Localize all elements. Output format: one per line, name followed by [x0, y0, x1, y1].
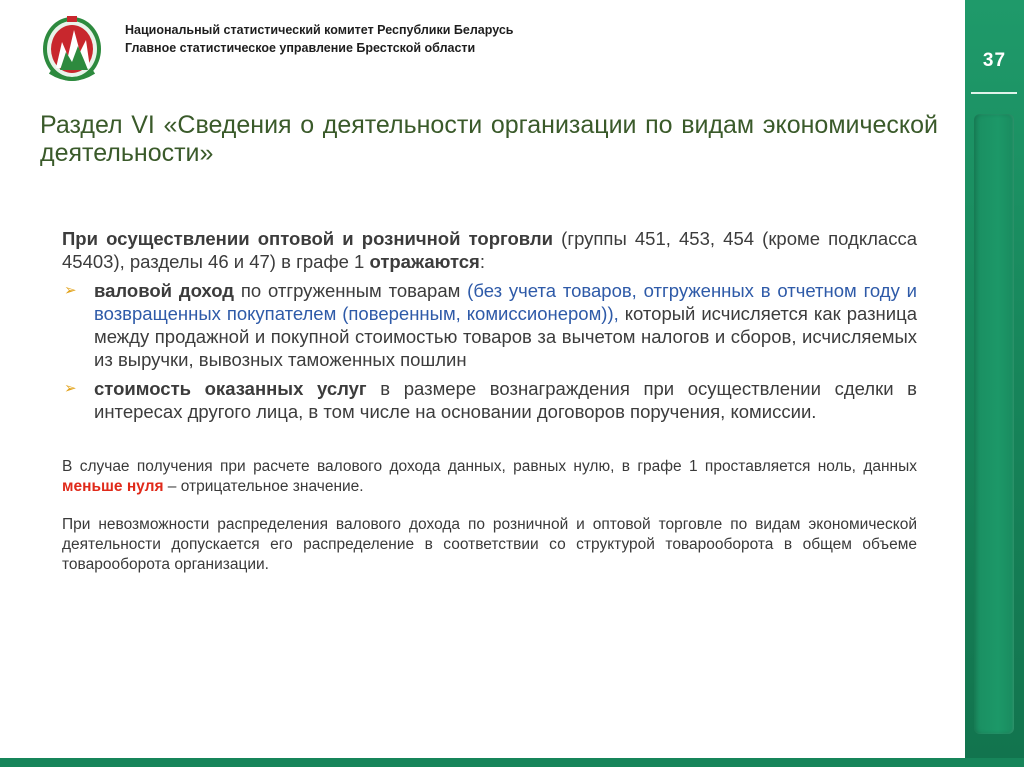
divider [971, 92, 1017, 94]
emblem-logo [40, 12, 104, 84]
bullet-1-bold: валовой доход [94, 280, 235, 301]
note-1-red: меньше нуля [62, 478, 164, 495]
list-item [62, 279, 917, 371]
note-1-text-b: – отрицательное значение. [163, 478, 364, 495]
bottom-band [0, 758, 1024, 767]
section-title: Раздел VI «Сведения о деятельности организации по видам экономической деятельности» [40, 111, 938, 167]
organization-name: Национальный статистический комитет Республики Беларусь [125, 23, 514, 37]
note-1-text-a: В случае получения при расчете валового дохода данных, равных нулю, в графе 1 проставляется ноль, данных [62, 458, 917, 475]
note-distribution: При невозможности распределения валового дохода по розничной и оптовой торговле по видам экономической деятельности допускается его распределение в соответствии со структурой товарооборота в общем объеме товарооборота организации. [62, 516, 917, 573]
note-zero-values [62, 457, 917, 497]
intro-bold-lead: При осуществлении оптовой и розничной торговли [62, 228, 554, 249]
bullet-2-bold: стоимость оказанных услуг [94, 378, 367, 399]
bullet-1-text-a: по отгруженным товарам [234, 280, 468, 301]
arrow-bullet-icon: ➢ [64, 380, 77, 397]
decorative-panel [974, 114, 1014, 734]
arrow-bullet-icon: ➢ [64, 282, 77, 299]
bullet-1-text-b: который исчисляется как разница между продажной и покупной стоимостью товаров за вычетом налогов и сборов, исчисляемых из выручки, вывозных таможенных пошлин [94, 303, 917, 370]
department-name: Главное статистическое управление Брестской области [125, 41, 476, 55]
intro-colon: : [479, 251, 485, 272]
intro-paragraph [62, 227, 917, 273]
main-content [62, 227, 917, 575]
bullet-2-text: в размере вознаграждения при осуществлении сделки в интересах другого лица, в том числе на основании договоров поручения, комиссии. [94, 378, 917, 422]
page-number: 37 [982, 50, 1007, 71]
list-item [62, 377, 917, 423]
intro-bold-tail: отражаются [369, 251, 480, 272]
bullet-1-highlight: (без учета товаров, отгруженных в отчетном году и возвращенных покупателем (поверенным, комиссионером)), [94, 280, 917, 324]
intro-text: (группы 451, 453, 454 (кроме подкласса 45403), разделы 46 и 47) в графе 1 [62, 228, 918, 272]
side-band [965, 0, 1024, 760]
